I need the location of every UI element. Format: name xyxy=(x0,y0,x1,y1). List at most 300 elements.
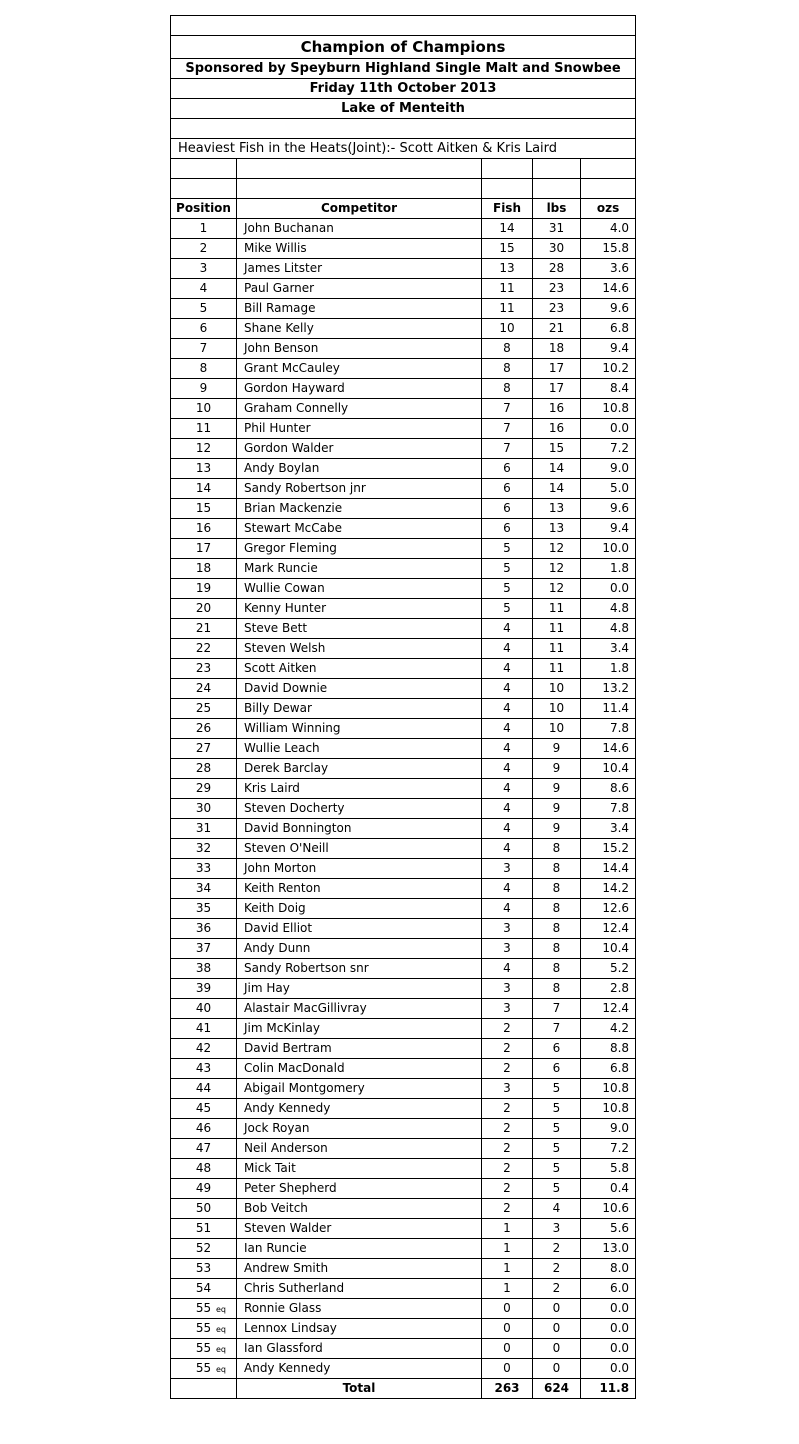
fish-count: 2 xyxy=(482,1159,533,1179)
position-cell xyxy=(171,1259,237,1279)
competitor-name: Steven Docherty xyxy=(237,799,482,819)
competitor-name: Jim McKinlay xyxy=(237,1019,482,1039)
weight-lbs: 2 xyxy=(533,1279,581,1299)
table-row xyxy=(171,239,636,259)
weight-ozs: 8.4 xyxy=(581,379,636,399)
weight-lbs: 0 xyxy=(533,1339,581,1359)
competitor-name: Gordon Hayward xyxy=(237,379,482,399)
sponsor-text: Sponsored by Speyburn Highland Single Malt and Snowbee xyxy=(171,59,636,79)
weight-lbs: 10 xyxy=(533,679,581,699)
weight-lbs: 2 xyxy=(533,1239,581,1259)
table-row xyxy=(171,1359,636,1379)
table-row xyxy=(171,1019,636,1039)
blank-cell xyxy=(171,16,636,36)
position-cell xyxy=(171,519,237,539)
table-row xyxy=(171,1319,636,1339)
position-cell xyxy=(171,659,237,679)
weight-lbs: 28 xyxy=(533,259,581,279)
weight-lbs: 7 xyxy=(533,1019,581,1039)
equal-marker: eq xyxy=(216,1365,226,1374)
position-cell xyxy=(171,1119,237,1139)
weight-lbs: 8 xyxy=(533,939,581,959)
event-date: Friday 11th October 2013 xyxy=(171,79,636,99)
table-row xyxy=(171,579,636,599)
competitor-name: Mike Willis xyxy=(237,239,482,259)
competitor-name: Grant McCauley xyxy=(237,359,482,379)
weight-lbs: 6 xyxy=(533,1039,581,1059)
weight-lbs: 5 xyxy=(533,1159,581,1179)
table-row xyxy=(171,979,636,999)
fish-count: 4 xyxy=(482,679,533,699)
position-number: 29 xyxy=(195,781,212,795)
fish-count: 2 xyxy=(482,1059,533,1079)
position-cell xyxy=(171,1059,237,1079)
fish-count: 3 xyxy=(482,859,533,879)
fish-count: 11 xyxy=(482,299,533,319)
table-row xyxy=(171,1239,636,1259)
table-row xyxy=(171,619,636,639)
competitor-name: David Bertram xyxy=(237,1039,482,1059)
weight-ozs: 8.6 xyxy=(581,779,636,799)
weight-lbs: 8 xyxy=(533,959,581,979)
weight-lbs: 17 xyxy=(533,359,581,379)
competitor-name: David Bonnington xyxy=(237,819,482,839)
position-number: 7 xyxy=(199,341,208,355)
position-number: 55 xyxy=(195,1321,212,1335)
position-number: 22 xyxy=(195,641,212,655)
fish-count: 2 xyxy=(482,1179,533,1199)
fish-count: 4 xyxy=(482,899,533,919)
weight-ozs: 0.0 xyxy=(581,1359,636,1379)
weight-ozs: 7.2 xyxy=(581,1139,636,1159)
table-row xyxy=(171,499,636,519)
position-number: 50 xyxy=(195,1201,212,1215)
blank-cell xyxy=(171,159,237,179)
position-cell xyxy=(171,759,237,779)
blank-row xyxy=(171,179,636,199)
weight-lbs: 0 xyxy=(533,1299,581,1319)
competitor-name: Andy Kennedy xyxy=(237,1099,482,1119)
position-cell xyxy=(171,1159,237,1179)
position-number: 5 xyxy=(199,301,208,315)
total-label: Total xyxy=(237,1379,482,1399)
weight-lbs: 8 xyxy=(533,919,581,939)
competitor-name: Steven Walder xyxy=(237,1219,482,1239)
position-number: 17 xyxy=(195,541,212,555)
equal-marker: eq xyxy=(216,1345,226,1354)
position-number: 27 xyxy=(195,741,212,755)
position-number: 4 xyxy=(199,281,208,295)
blank-row xyxy=(171,16,636,36)
fish-count: 1 xyxy=(482,1219,533,1239)
header-competitor: Competitor xyxy=(237,199,482,219)
competitor-name: Ian Runcie xyxy=(237,1239,482,1259)
competitor-name: Brian Mackenzie xyxy=(237,499,482,519)
position-number: 24 xyxy=(195,681,212,695)
weight-ozs: 1.8 xyxy=(581,559,636,579)
weight-ozs: 0.0 xyxy=(581,419,636,439)
table-row xyxy=(171,219,636,239)
position-number: 16 xyxy=(195,521,212,535)
position-cell xyxy=(171,1339,237,1359)
table-row xyxy=(171,1299,636,1319)
blank-cell xyxy=(482,159,533,179)
weight-ozs: 7.8 xyxy=(581,799,636,819)
position-number: 34 xyxy=(195,881,212,895)
weight-ozs: 0.0 xyxy=(581,1339,636,1359)
position-cell xyxy=(171,1199,237,1219)
position-cell xyxy=(171,719,237,739)
weight-ozs: 9.0 xyxy=(581,459,636,479)
equal-marker: eq xyxy=(216,1305,226,1314)
position-cell xyxy=(171,1299,237,1319)
fish-count: 3 xyxy=(482,939,533,959)
weight-ozs: 6.0 xyxy=(581,1279,636,1299)
weight-ozs: 10.6 xyxy=(581,1199,636,1219)
blank-cell xyxy=(581,179,636,199)
date-row xyxy=(171,79,636,99)
table-row xyxy=(171,559,636,579)
weight-ozs: 4.0 xyxy=(581,219,636,239)
fish-count: 6 xyxy=(482,459,533,479)
weight-lbs: 6 xyxy=(533,1059,581,1079)
weight-lbs: 5 xyxy=(533,1119,581,1139)
blank-row xyxy=(171,159,636,179)
page-title: Champion of Champions xyxy=(171,36,636,59)
competitor-name: Graham Connelly xyxy=(237,399,482,419)
fish-count: 0 xyxy=(482,1339,533,1359)
competitor-name: William Winning xyxy=(237,719,482,739)
competitor-name: David Downie xyxy=(237,679,482,699)
weight-lbs: 30 xyxy=(533,239,581,259)
weight-ozs: 5.2 xyxy=(581,959,636,979)
competitor-name: Lennox Lindsay xyxy=(237,1319,482,1339)
position-number: 1 xyxy=(199,221,208,235)
position-number: 54 xyxy=(195,1281,212,1295)
weight-ozs: 0.4 xyxy=(581,1179,636,1199)
position-cell xyxy=(171,259,237,279)
weight-lbs: 11 xyxy=(533,659,581,679)
competitor-name: Stewart McCabe xyxy=(237,519,482,539)
position-cell xyxy=(171,639,237,659)
position-cell xyxy=(171,1359,237,1379)
position-number: 37 xyxy=(195,941,212,955)
total-ozs: 11.8 xyxy=(581,1379,636,1399)
weight-ozs: 14.2 xyxy=(581,879,636,899)
table-row xyxy=(171,1259,636,1279)
position-number: 40 xyxy=(195,1001,212,1015)
weight-lbs: 23 xyxy=(533,299,581,319)
weight-ozs: 5.8 xyxy=(581,1159,636,1179)
table-row xyxy=(171,1159,636,1179)
table-row xyxy=(171,879,636,899)
weight-lbs: 17 xyxy=(533,379,581,399)
fish-count: 4 xyxy=(482,779,533,799)
table-row xyxy=(171,319,636,339)
table-row xyxy=(171,259,636,279)
position-number: 55 xyxy=(195,1341,212,1355)
weight-ozs: 9.4 xyxy=(581,339,636,359)
fish-count: 7 xyxy=(482,419,533,439)
position-cell xyxy=(171,1019,237,1039)
fish-count: 3 xyxy=(482,999,533,1019)
fish-count: 1 xyxy=(482,1279,533,1299)
position-number: 9 xyxy=(199,381,208,395)
position-number: 33 xyxy=(195,861,212,875)
weight-ozs: 14.6 xyxy=(581,279,636,299)
weight-lbs: 8 xyxy=(533,899,581,919)
weight-lbs: 0 xyxy=(533,1319,581,1339)
fish-count: 8 xyxy=(482,339,533,359)
table-row xyxy=(171,339,636,359)
position-number: 55 xyxy=(195,1301,212,1315)
competitor-name: Shane Kelly xyxy=(237,319,482,339)
table-row xyxy=(171,999,636,1019)
position-cell xyxy=(171,799,237,819)
table-row xyxy=(171,739,636,759)
position-cell xyxy=(171,1039,237,1059)
weight-lbs: 9 xyxy=(533,779,581,799)
weight-lbs: 3 xyxy=(533,1219,581,1239)
position-cell xyxy=(171,1179,237,1199)
total-row xyxy=(171,1379,636,1399)
fish-count: 5 xyxy=(482,599,533,619)
weight-lbs: 10 xyxy=(533,699,581,719)
fish-count: 1 xyxy=(482,1239,533,1259)
position-cell xyxy=(171,239,237,259)
position-cell xyxy=(171,299,237,319)
competitor-name: Phil Hunter xyxy=(237,419,482,439)
position-cell xyxy=(171,779,237,799)
weight-ozs: 1.8 xyxy=(581,659,636,679)
table-row xyxy=(171,699,636,719)
competitor-name: Alastair MacGillivray xyxy=(237,999,482,1019)
weight-ozs: 3.4 xyxy=(581,819,636,839)
weight-ozs: 9.4 xyxy=(581,519,636,539)
weight-ozs: 8.0 xyxy=(581,1259,636,1279)
position-cell xyxy=(171,599,237,619)
competitor-name: Mick Tait xyxy=(237,1159,482,1179)
weight-lbs: 31 xyxy=(533,219,581,239)
fish-count: 3 xyxy=(482,979,533,999)
table-row xyxy=(171,279,636,299)
position-number: 23 xyxy=(195,661,212,675)
table-row xyxy=(171,359,636,379)
fish-count: 14 xyxy=(482,219,533,239)
position-cell xyxy=(171,479,237,499)
fish-count: 6 xyxy=(482,479,533,499)
position-number: 53 xyxy=(195,1261,212,1275)
weight-lbs: 16 xyxy=(533,419,581,439)
weight-ozs: 10.2 xyxy=(581,359,636,379)
competitor-name: Bob Veitch xyxy=(237,1199,482,1219)
fish-count: 0 xyxy=(482,1319,533,1339)
fish-count: 2 xyxy=(482,1199,533,1219)
competitor-name: Steven O'Neill xyxy=(237,839,482,859)
weight-ozs: 15.8 xyxy=(581,239,636,259)
table-row xyxy=(171,839,636,859)
fish-count: 0 xyxy=(482,1359,533,1379)
competitor-name: Bill Ramage xyxy=(237,299,482,319)
total-fish: 263 xyxy=(482,1379,533,1399)
fish-count: 4 xyxy=(482,839,533,859)
weight-ozs: 12.4 xyxy=(581,999,636,1019)
position-cell xyxy=(171,399,237,419)
sponsor-row xyxy=(171,59,636,79)
position-number: 35 xyxy=(195,901,212,915)
position-cell xyxy=(171,219,237,239)
position-cell xyxy=(171,679,237,699)
competitor-name: Keith Doig xyxy=(237,899,482,919)
position-number: 12 xyxy=(195,441,212,455)
weight-ozs: 7.2 xyxy=(581,439,636,459)
table-row xyxy=(171,659,636,679)
fish-count: 2 xyxy=(482,1039,533,1059)
weight-ozs: 4.2 xyxy=(581,1019,636,1039)
table-row xyxy=(171,1039,636,1059)
fish-count: 7 xyxy=(482,439,533,459)
table-row xyxy=(171,419,636,439)
table-row xyxy=(171,1279,636,1299)
blank-cell xyxy=(581,159,636,179)
position-number: 52 xyxy=(195,1241,212,1255)
competitor-name: Scott Aitken xyxy=(237,659,482,679)
weight-lbs: 12 xyxy=(533,559,581,579)
position-cell xyxy=(171,939,237,959)
position-cell xyxy=(171,579,237,599)
position-cell xyxy=(171,879,237,899)
weight-ozs: 5.0 xyxy=(581,479,636,499)
table-row xyxy=(171,1119,636,1139)
blank-cell xyxy=(237,159,482,179)
position-number: 8 xyxy=(199,361,208,375)
fish-count: 5 xyxy=(482,539,533,559)
weight-lbs: 9 xyxy=(533,799,581,819)
position-cell xyxy=(171,1079,237,1099)
position-number: 46 xyxy=(195,1121,212,1135)
blank-cell xyxy=(533,179,581,199)
weight-ozs: 10.8 xyxy=(581,399,636,419)
position-number: 6 xyxy=(199,321,208,335)
results-table xyxy=(170,15,636,1399)
position-number: 47 xyxy=(195,1141,212,1155)
position-number: 51 xyxy=(195,1221,212,1235)
position-number: 13 xyxy=(195,461,212,475)
position-cell xyxy=(171,619,237,639)
position-number: 15 xyxy=(195,501,212,515)
weight-ozs: 6.8 xyxy=(581,319,636,339)
position-number: 28 xyxy=(195,761,212,775)
position-cell xyxy=(171,379,237,399)
weight-ozs: 3.4 xyxy=(581,639,636,659)
position-number: 18 xyxy=(195,561,212,575)
position-number: 44 xyxy=(195,1081,212,1095)
fish-count: 8 xyxy=(482,359,533,379)
fish-count: 2 xyxy=(482,1139,533,1159)
competitor-name: John Morton xyxy=(237,859,482,879)
venue-row xyxy=(171,99,636,119)
blank-cell xyxy=(171,179,237,199)
position-cell xyxy=(171,819,237,839)
fish-count: 2 xyxy=(482,1019,533,1039)
table-row xyxy=(171,819,636,839)
fish-count: 4 xyxy=(482,879,533,899)
table-row xyxy=(171,1099,636,1119)
fish-count: 1 xyxy=(482,1259,533,1279)
position-number: 48 xyxy=(195,1161,212,1175)
weight-ozs: 12.6 xyxy=(581,899,636,919)
header-lbs: lbs xyxy=(533,199,581,219)
weight-lbs: 8 xyxy=(533,859,581,879)
fish-count: 4 xyxy=(482,759,533,779)
weight-lbs: 9 xyxy=(533,739,581,759)
competitor-name: John Benson xyxy=(237,339,482,359)
weight-ozs: 0.0 xyxy=(581,1299,636,1319)
fish-count: 10 xyxy=(482,319,533,339)
fish-count: 0 xyxy=(482,1299,533,1319)
position-number: 32 xyxy=(195,841,212,855)
weight-lbs: 7 xyxy=(533,999,581,1019)
table-row xyxy=(171,679,636,699)
blank-cell xyxy=(171,119,636,139)
table-row xyxy=(171,439,636,459)
position-number: 19 xyxy=(195,581,212,595)
table-row xyxy=(171,1339,636,1359)
weight-lbs: 13 xyxy=(533,499,581,519)
table-row xyxy=(171,299,636,319)
header-position: Position xyxy=(171,199,237,219)
table-row xyxy=(171,719,636,739)
position-cell xyxy=(171,319,237,339)
table-row xyxy=(171,1079,636,1099)
position-number: 26 xyxy=(195,721,212,735)
venue-name: Lake of Menteith xyxy=(171,99,636,119)
competitor-name: Steve Bett xyxy=(237,619,482,639)
competitor-name: Paul Garner xyxy=(237,279,482,299)
position-number: 2 xyxy=(199,241,208,255)
heaviest-fish-row xyxy=(171,139,636,159)
weight-lbs: 14 xyxy=(533,459,581,479)
blank-cell xyxy=(237,179,482,199)
position-cell xyxy=(171,439,237,459)
fish-count: 15 xyxy=(482,239,533,259)
weight-lbs: 8 xyxy=(533,839,581,859)
position-number: 49 xyxy=(195,1181,212,1195)
position-number: 14 xyxy=(195,481,212,495)
weight-lbs: 5 xyxy=(533,1139,581,1159)
weight-ozs: 0.0 xyxy=(581,1319,636,1339)
position-number: 20 xyxy=(195,601,212,615)
competitor-name: Andy Kennedy xyxy=(237,1359,482,1379)
competitor-name: Peter Shepherd xyxy=(237,1179,482,1199)
weight-ozs: 14.6 xyxy=(581,739,636,759)
weight-ozs: 13.2 xyxy=(581,679,636,699)
table-row xyxy=(171,1059,636,1079)
table-row xyxy=(171,779,636,799)
weight-lbs: 12 xyxy=(533,579,581,599)
table-row xyxy=(171,539,636,559)
weight-ozs: 2.8 xyxy=(581,979,636,999)
position-cell xyxy=(171,979,237,999)
competitor-name: Sandy Robertson snr xyxy=(237,959,482,979)
weight-ozs: 9.0 xyxy=(581,1119,636,1139)
competitor-name: James Litster xyxy=(237,259,482,279)
weight-ozs: 10.4 xyxy=(581,759,636,779)
fish-count: 4 xyxy=(482,819,533,839)
weight-lbs: 14 xyxy=(533,479,581,499)
table-row xyxy=(171,859,636,879)
results-rows xyxy=(171,219,636,1379)
